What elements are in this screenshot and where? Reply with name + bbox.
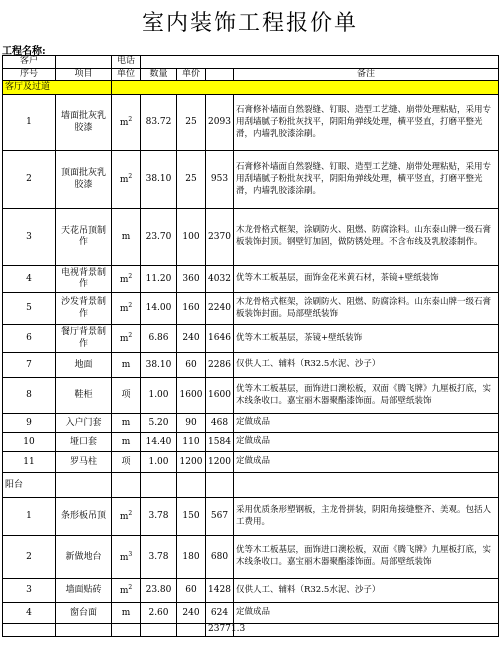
row-seq: 9 (3, 414, 56, 433)
row-total: 1428 (206, 579, 234, 603)
row-unit-text: m (119, 118, 129, 129)
table-row (3, 498, 499, 536)
row-unit-text: m (119, 274, 129, 285)
row-total: 1200 (206, 452, 234, 473)
row-note: 仅供人工、辅料（R32.5水泥、沙子） (234, 353, 499, 378)
row-unit-text: m (121, 607, 131, 618)
row-seq: 1 (3, 95, 56, 151)
row-item: 沙发背景制作 (56, 293, 112, 325)
row-seq: 4 (3, 266, 56, 293)
row-qty: 1.00 (141, 378, 177, 414)
row-qty: 14.00 (141, 293, 177, 325)
row-qty: 5.20 (141, 414, 177, 433)
project-name-label: 工程名称: (2, 46, 46, 57)
row-note: 优等木工板基层，面饰进口澳松板，双面《腾飞牌》九厘板打底，实木线条收口。嘉宝丽木器聚酯漆饰面。局部壁纸装饰 (234, 378, 499, 414)
table-row (3, 325, 499, 353)
customer-value[interactable] (56, 56, 112, 69)
row-unit-text: 项 (121, 390, 131, 401)
row-unit (112, 151, 141, 209)
row-unit-text: m (121, 417, 131, 428)
phone-label: 电话 (112, 56, 141, 69)
row-unit (112, 433, 141, 452)
row-note: 石膏修补墙面自然裂缝、钉眼、造型工艺缝、崩带处理粘贴，采用专用刮墙腻子粉批灰找平，阴阳角弹线处理，横平竖直，打磨平整光滑，内墙乳胶漆涂刷。 (234, 95, 499, 151)
empty-cell (56, 624, 112, 637)
row-price: 25 (177, 95, 206, 151)
table-row (3, 353, 499, 378)
table-row (3, 603, 499, 624)
table-row (3, 579, 499, 603)
row-item: 墙面批灰乳胶漆 (56, 95, 112, 151)
row-qty: 2.60 (141, 603, 177, 624)
row-seq: 6 (3, 325, 56, 353)
empty-cell (177, 473, 206, 498)
row-price: 180 (177, 536, 206, 579)
row-price: 240 (177, 325, 206, 353)
row-item: 垭口套 (56, 433, 112, 452)
row-unit-text: m (119, 334, 129, 345)
row-note: 定做成品 (234, 414, 499, 433)
row-price: 60 (177, 353, 206, 378)
row-unit-superscript: 3 (128, 550, 133, 558)
row-note: 优等木工板基层，面饰金花米黄石材，茶镜+壁纸装饰 (234, 266, 499, 293)
row-total: 567 (206, 498, 234, 536)
row-price: 360 (177, 266, 206, 293)
row-seq: 2 (3, 151, 56, 209)
row-total: 2240 (206, 293, 234, 325)
table-row (3, 452, 499, 473)
table-row (3, 433, 499, 452)
row-unit-superscript: 2 (128, 272, 133, 280)
row-unit-superscript: 2 (128, 510, 133, 518)
row-note: 定做成品 (234, 452, 499, 473)
row-unit-text: m (121, 231, 131, 242)
section-name: 客厅及过道 (3, 81, 112, 95)
row-qty: 23.80 (141, 579, 177, 603)
row-unit-text: m (119, 552, 129, 563)
row-item: 墙面贴砖 (56, 579, 112, 603)
row-item: 顶面批灰乳胶漆 (56, 151, 112, 209)
row-price: 90 (177, 414, 206, 433)
row-price: 1600 (177, 378, 206, 414)
header-seq: 序号 (3, 68, 56, 81)
row-qty: 6.86 (141, 325, 177, 353)
empty-cell (112, 473, 141, 498)
row-item: 地面 (56, 353, 112, 378)
table-row (3, 536, 499, 579)
grand-total: 23771.3 (206, 624, 234, 637)
row-unit (112, 325, 141, 353)
table-row (3, 293, 499, 325)
row-unit-superscript: 2 (128, 584, 133, 592)
row-total: 468 (206, 414, 234, 433)
customer-label: 客户 (3, 56, 56, 69)
empty-cell (141, 624, 177, 637)
row-item: 鞋柜 (56, 378, 112, 414)
table-row (3, 151, 499, 209)
header-row (3, 68, 499, 81)
row-total: 1584 (206, 433, 234, 452)
row-unit (112, 414, 141, 433)
row-qty: 83.72 (141, 95, 177, 151)
row-note: 木龙骨格式框架，涂刷防火、阻燃、防腐涂料。山东泰山牌一级石膏板装饰封面。局部壁纸装饰 (234, 293, 499, 325)
row-note: 石膏修补墙面自然裂缝、钉眼、造型工艺缝、崩带处理粘贴，采用专用刮墙腻子粉批灰找平，阴阳角弹线处理，横平竖直，打磨平整光滑，内墙乳胶漆涂刷。 (234, 151, 499, 209)
row-qty: 3.78 (141, 536, 177, 579)
row-total: 2093 (206, 95, 234, 151)
row-note: 仅供人工、辅料（R32.5水泥、沙子） (234, 579, 499, 603)
row-unit-superscript: 2 (128, 302, 133, 310)
row-item: 入户门套 (56, 414, 112, 433)
empty-cell (177, 624, 206, 637)
row-qty: 14.40 (141, 433, 177, 452)
empty-cell (234, 624, 499, 637)
row-seq: 2 (3, 536, 56, 579)
row-unit (112, 498, 141, 536)
row-item: 新做地台 (56, 536, 112, 579)
row-unit-text: m (119, 175, 129, 186)
row-unit-superscript: 2 (128, 116, 133, 124)
empty-cell (206, 473, 234, 498)
header-qty: 数量 (141, 68, 177, 81)
row-unit (112, 95, 141, 151)
row-qty: 38.10 (141, 151, 177, 209)
row-note: 优等木工板基层，面饰进口澳松板，双面《腾飞牌》九厘板打底，实木线条收口。嘉宝丽木器聚酯漆饰面。局部壁纸装饰 (234, 536, 499, 579)
row-note: 采用优质条形塑钢板，主龙骨拼装，阴阳角接缝整齐、美观。包括人工费用。 (234, 498, 499, 536)
row-seq: 5 (3, 293, 56, 325)
row-seq: 1 (3, 498, 56, 536)
row-unit-text: m (119, 304, 129, 315)
row-price: 110 (177, 433, 206, 452)
row-total: 2286 (206, 353, 234, 378)
row-note: 定做成品 (234, 433, 499, 452)
row-price: 160 (177, 293, 206, 325)
page-title: 室内装饰工程报价单 (141, 11, 358, 36)
row-note: 木龙骨格式框架，涂刷防火、阻燃、防腐涂料。山东泰山牌一级石膏板装饰封顶。钢壁钉加固，做防锈处理。不含布线及乳胶漆制作。 (234, 209, 499, 266)
row-total: 680 (206, 536, 234, 579)
row-unit (112, 452, 141, 473)
row-item: 窗台面 (56, 603, 112, 624)
row-unit (112, 378, 141, 414)
row-item: 餐厅背景制作 (56, 325, 112, 353)
header-item: 项目 (56, 68, 112, 81)
row-qty: 3.78 (141, 498, 177, 536)
row-unit-text: m (119, 512, 129, 523)
header-remark: 备注 (234, 68, 499, 81)
phone-value[interactable] (141, 56, 499, 69)
row-price: 1200 (177, 452, 206, 473)
row-qty: 23.70 (141, 209, 177, 266)
empty-cell (56, 473, 112, 498)
row-seq: 10 (3, 433, 56, 452)
section-row (3, 81, 499, 95)
row-note: 优等木工板基层，茶镜+壁纸装饰 (234, 325, 499, 353)
header-price: 单价 (177, 68, 206, 81)
row-total: 953 (206, 151, 234, 209)
table-row (3, 378, 499, 414)
row-seq: 8 (3, 378, 56, 414)
info-row (3, 56, 499, 69)
row-qty: 11.20 (141, 266, 177, 293)
section-row (3, 473, 499, 498)
row-price: 25 (177, 151, 206, 209)
row-total: 1600 (206, 378, 234, 414)
row-unit-text: m (121, 436, 131, 447)
row-unit (112, 209, 141, 266)
row-total: 2370 (206, 209, 234, 266)
header-total (206, 68, 234, 81)
row-unit-superscript: 2 (128, 173, 133, 181)
empty-cell (141, 473, 177, 498)
row-price: 60 (177, 579, 206, 603)
header-unit: 单位 (112, 68, 141, 81)
row-seq: 11 (3, 452, 56, 473)
row-unit (112, 536, 141, 579)
row-unit (112, 603, 141, 624)
row-note: 定做成品 (234, 603, 499, 624)
section-fill (112, 81, 499, 95)
row-item: 天花吊顶制作 (56, 209, 112, 266)
row-price: 150 (177, 498, 206, 536)
row-qty: 38.10 (141, 353, 177, 378)
row-total: 1646 (206, 325, 234, 353)
empty-cell (3, 624, 56, 637)
row-seq: 4 (3, 603, 56, 624)
empty-cell (112, 624, 141, 637)
row-item: 电视背景制作 (56, 266, 112, 293)
row-seq: 3 (3, 209, 56, 266)
row-total: 624 (206, 603, 234, 624)
table-row (3, 414, 499, 433)
row-item: 罗马柱 (56, 452, 112, 473)
table-row (3, 266, 499, 293)
empty-cell (234, 473, 499, 498)
row-unit-text: m (119, 586, 129, 597)
row-item: 条形板吊顶 (56, 498, 112, 536)
row-seq: 3 (3, 579, 56, 603)
row-unit (112, 579, 141, 603)
section-name: 阳台 (3, 473, 56, 498)
row-total: 4032 (206, 266, 234, 293)
row-qty: 1.00 (141, 452, 177, 473)
row-unit-text: m (121, 359, 131, 370)
row-seq: 7 (3, 353, 56, 378)
row-unit (112, 353, 141, 378)
row-unit (112, 266, 141, 293)
row-price: 240 (177, 603, 206, 624)
row-unit (112, 293, 141, 325)
row-price: 100 (177, 209, 206, 266)
table-row (3, 209, 499, 266)
row-unit-text: 项 (121, 456, 131, 467)
table-row (3, 95, 499, 151)
total-row (3, 624, 499, 637)
row-unit-superscript: 2 (128, 332, 133, 340)
quotation-table (2, 55, 499, 637)
